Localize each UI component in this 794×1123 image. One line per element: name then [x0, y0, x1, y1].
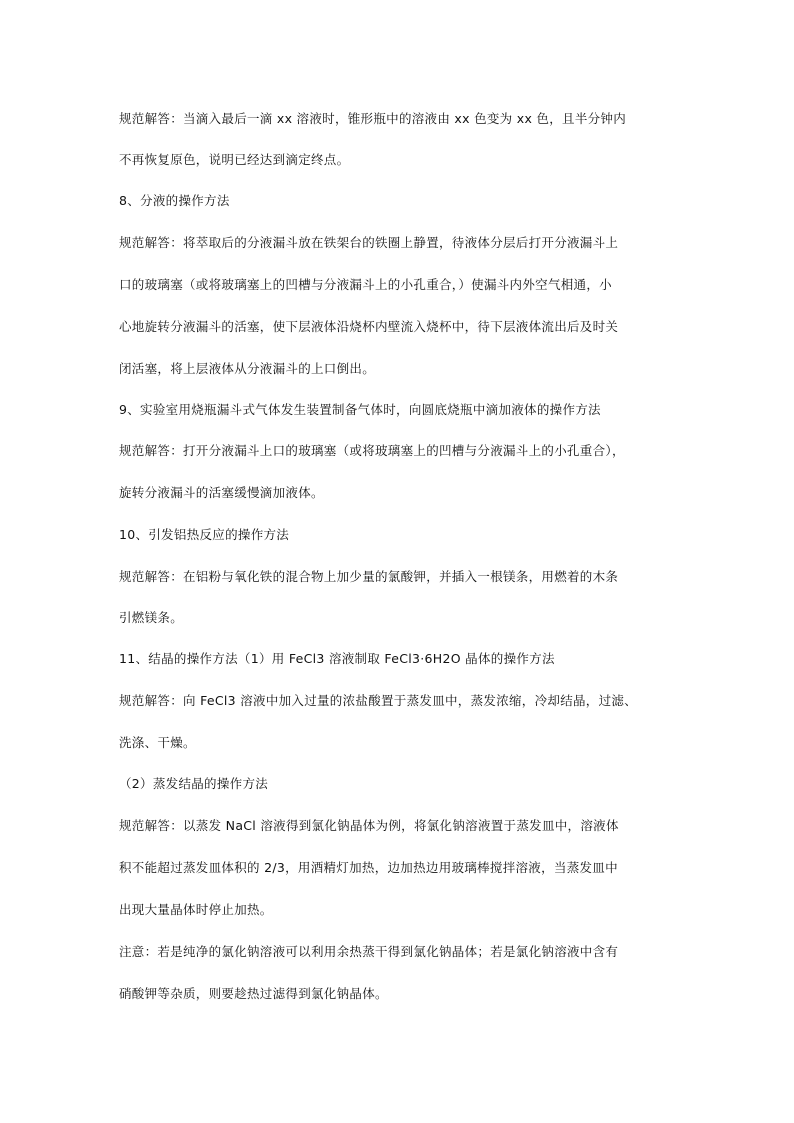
answer-separation-line-1: 规范解答：将萃取后的分液漏斗放在铁架台的铁圈上静置，待液体分层后打开分液漏斗上 — [119, 235, 619, 250]
heading-11-crystallization: 11、结晶的操作方法（1）用 FeCl3 溶液制取 FeCl3·6H2O 晶体的操作方法 — [119, 651, 555, 666]
note-line-2: 硝酸钾等杂质，则要趁热过滤得到氯化钠晶体。 — [119, 986, 388, 1001]
answer-thermite-line-1: 规范解答：在铝粉与氧化铁的混合物上加少量的氯酸钾，并插入一根镁条，用燃着的木条 — [119, 569, 619, 584]
answer-evaporation-line-2: 积不能超过蒸发皿体积的 2/3，用酒精灯加热，边加热边用玻璃棒搅拌溶液，当蒸发皿中 — [119, 860, 618, 875]
subheading-evaporative-crystallization: （2）蒸发结晶的操作方法 — [119, 776, 269, 791]
answer-thermite-line-2: 引燃镁条。 — [119, 610, 184, 625]
answer-separation-line-3: 心地旋转分液漏斗的活塞，使下层液体沿烧杯内壁流入烧杯中，待下层液体流出后及时关 — [119, 319, 619, 334]
heading-10-thermite: 10、引发铝热反应的操作方法 — [119, 527, 290, 542]
heading-8-liquid-separation: 8、分液的操作方法 — [119, 193, 230, 208]
answer-titration-line-1: 规范解答：当滴入最后一滴 xx 溶液时，锥形瓶中的溶液由 xx 色变为 xx 色，且半分钟内 — [119, 111, 627, 126]
answer-evaporation-line-1: 规范解答：以蒸发 NaCl 溶液得到氯化钠晶体为例，将氯化钠溶液置于蒸发皿中，溶液体 — [119, 818, 619, 833]
answer-crystallization-line-2: 洗涤、干燥。 — [119, 735, 196, 750]
answer-gas-line-1: 规范解答：打开分液漏斗上口的玻璃塞（或将玻璃塞上的凹槽与分液漏斗上的小孔重合）， — [119, 443, 625, 458]
answer-gas-line-2: 旋转分液漏斗的活塞缓慢滴加液体。 — [119, 485, 324, 500]
answer-crystallization-line-1: 规范解答：向 FeCl3 溶液中加入过量的浓盐酸置于蒸发皿中，蒸发浓缩，冷却结晶，过滤、 — [119, 693, 637, 708]
answer-evaporation-line-3: 出现大量晶体时停止加热。 — [119, 902, 273, 917]
note-line-1: 注意：若是纯净的氯化钠溶液可以利用余热蒸干得到氯化钠晶体；若是氯化钠溶液中含有 — [119, 944, 619, 959]
heading-9-gas-apparatus: 9、实验室用烧瓶漏斗式气体发生装置制备气体时，向圆底烧瓶中滴加液体的操作方法 — [119, 402, 601, 417]
answer-titration-line-2: 不再恢复原色，说明已经达到滴定终点。 — [119, 152, 350, 167]
answer-separation-line-4: 闭活塞，将上层液体从分液漏斗的上口倒出。 — [119, 361, 376, 376]
answer-separation-line-2: 口的玻璃塞（或将玻璃塞上的凹槽与分液漏斗上的小孔重合，）使漏斗内外空气相通，小 — [119, 277, 612, 292]
